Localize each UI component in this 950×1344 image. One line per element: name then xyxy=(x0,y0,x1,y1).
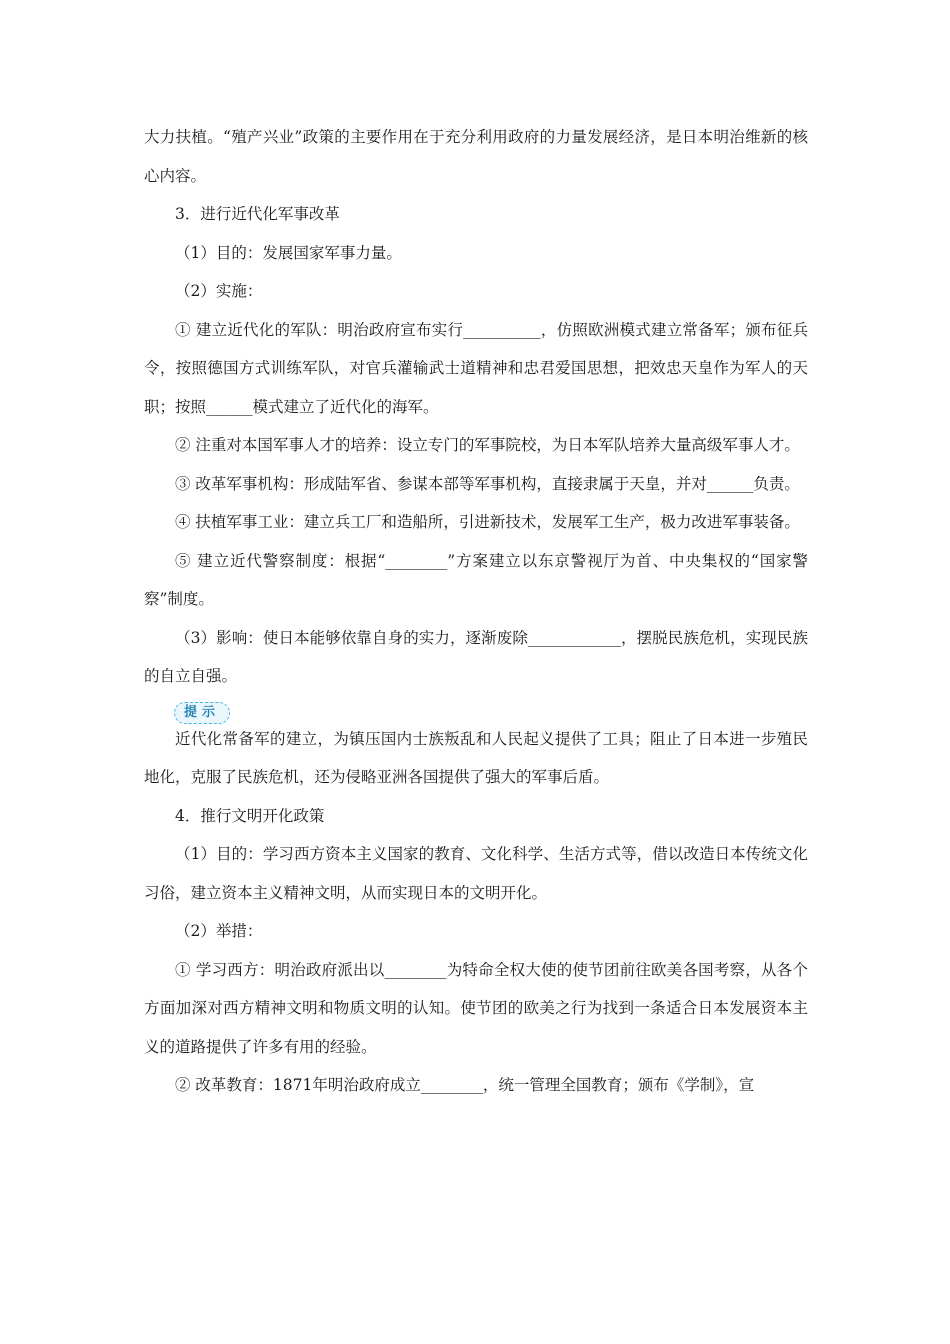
heading-civilization-policy: 4．推行文明开化政策 xyxy=(175,806,325,825)
paragraph-modern-army: ① 建立近代化的军队：明治政府宣布实行__________，仿照欧洲模式建立常备军；颁布征兵令，按照德国方式训练军队，对官兵灌输武士道精神和忠君爱国思想，把效忠天皇作为军人的天职；按照______模式建立了近代化的海军。 xyxy=(144,320,808,416)
paragraph-learn-west: ① 学习西方：明治政府派出以________为特命全权大使的使节团前往欧美各国考察，从各个方面加深对西方精神文明和物质文明的认知。使节团的欧美之行为找到一条适合日本发展资本主义的道路提供了许多有用的经验。 xyxy=(144,960,808,1056)
document-body xyxy=(144,118,808,1105)
paragraph-military-purpose: （1）目的：发展国家军事力量。 xyxy=(175,243,402,262)
paragraph-policy-summary: 大力扶植。“殖产兴业”政策的主要作用在于充分利用政府的力量发展经济，是日本明治维新的核心内容。 xyxy=(144,128,808,185)
paragraph-military-implementation: （2）实施： xyxy=(175,282,263,300)
paragraph-education-reform: ② 改革教育：1871年明治政府成立________，统一管理全国教育；颁布《学制》，宣 xyxy=(175,1076,755,1094)
paragraph-military-impact: （3）影响：使日本能够依靠自身的实力，逐渐废除____________，摆脱民族危机，实现民族的自立自强。 xyxy=(144,628,808,685)
paragraph-military-organs: ③ 改革军事机构：形成陆军省、参谋本部等军事机构，直接隶属于天皇，并对______负责。 xyxy=(175,474,800,493)
tip-text: 近代化常备军的建立，为镇压国内士族叛乱和人民起义提供了工具；阻止了日本进一步殖民地化，克服了民族危机，还为侵略亚洲各国提供了强大的军事后盾。 xyxy=(144,729,808,786)
paragraph-military-talent: ② 注重对本国军事人才的培养：设立专门的军事院校，为日本军队培养大量高级军事人才。 xyxy=(175,436,800,454)
heading-military-reform: 3．进行近代化军事改革 xyxy=(175,205,340,223)
tip-badge: 提示 xyxy=(174,702,230,724)
paragraph-military-industry: ④ 扶植军事工业：建立兵工厂和造船所，引进新技术，发展军工生产，极力改进军事装备。 xyxy=(175,513,800,531)
paragraph-police-system: ⑤ 建立近代警察制度：根据“________”方案建立以东京警视厅为首、中央集权的“国家警察”制度。 xyxy=(144,551,808,608)
paragraph-civilization-purpose: （1）目的：学习西方资本主义国家的教育、文化科学、生活方式等，借以改造日本传统文化习俗，建立资本主义精神文明，从而实现日本的文明开化。 xyxy=(144,845,808,902)
paragraph-civilization-measures: （2）举措： xyxy=(175,922,263,940)
